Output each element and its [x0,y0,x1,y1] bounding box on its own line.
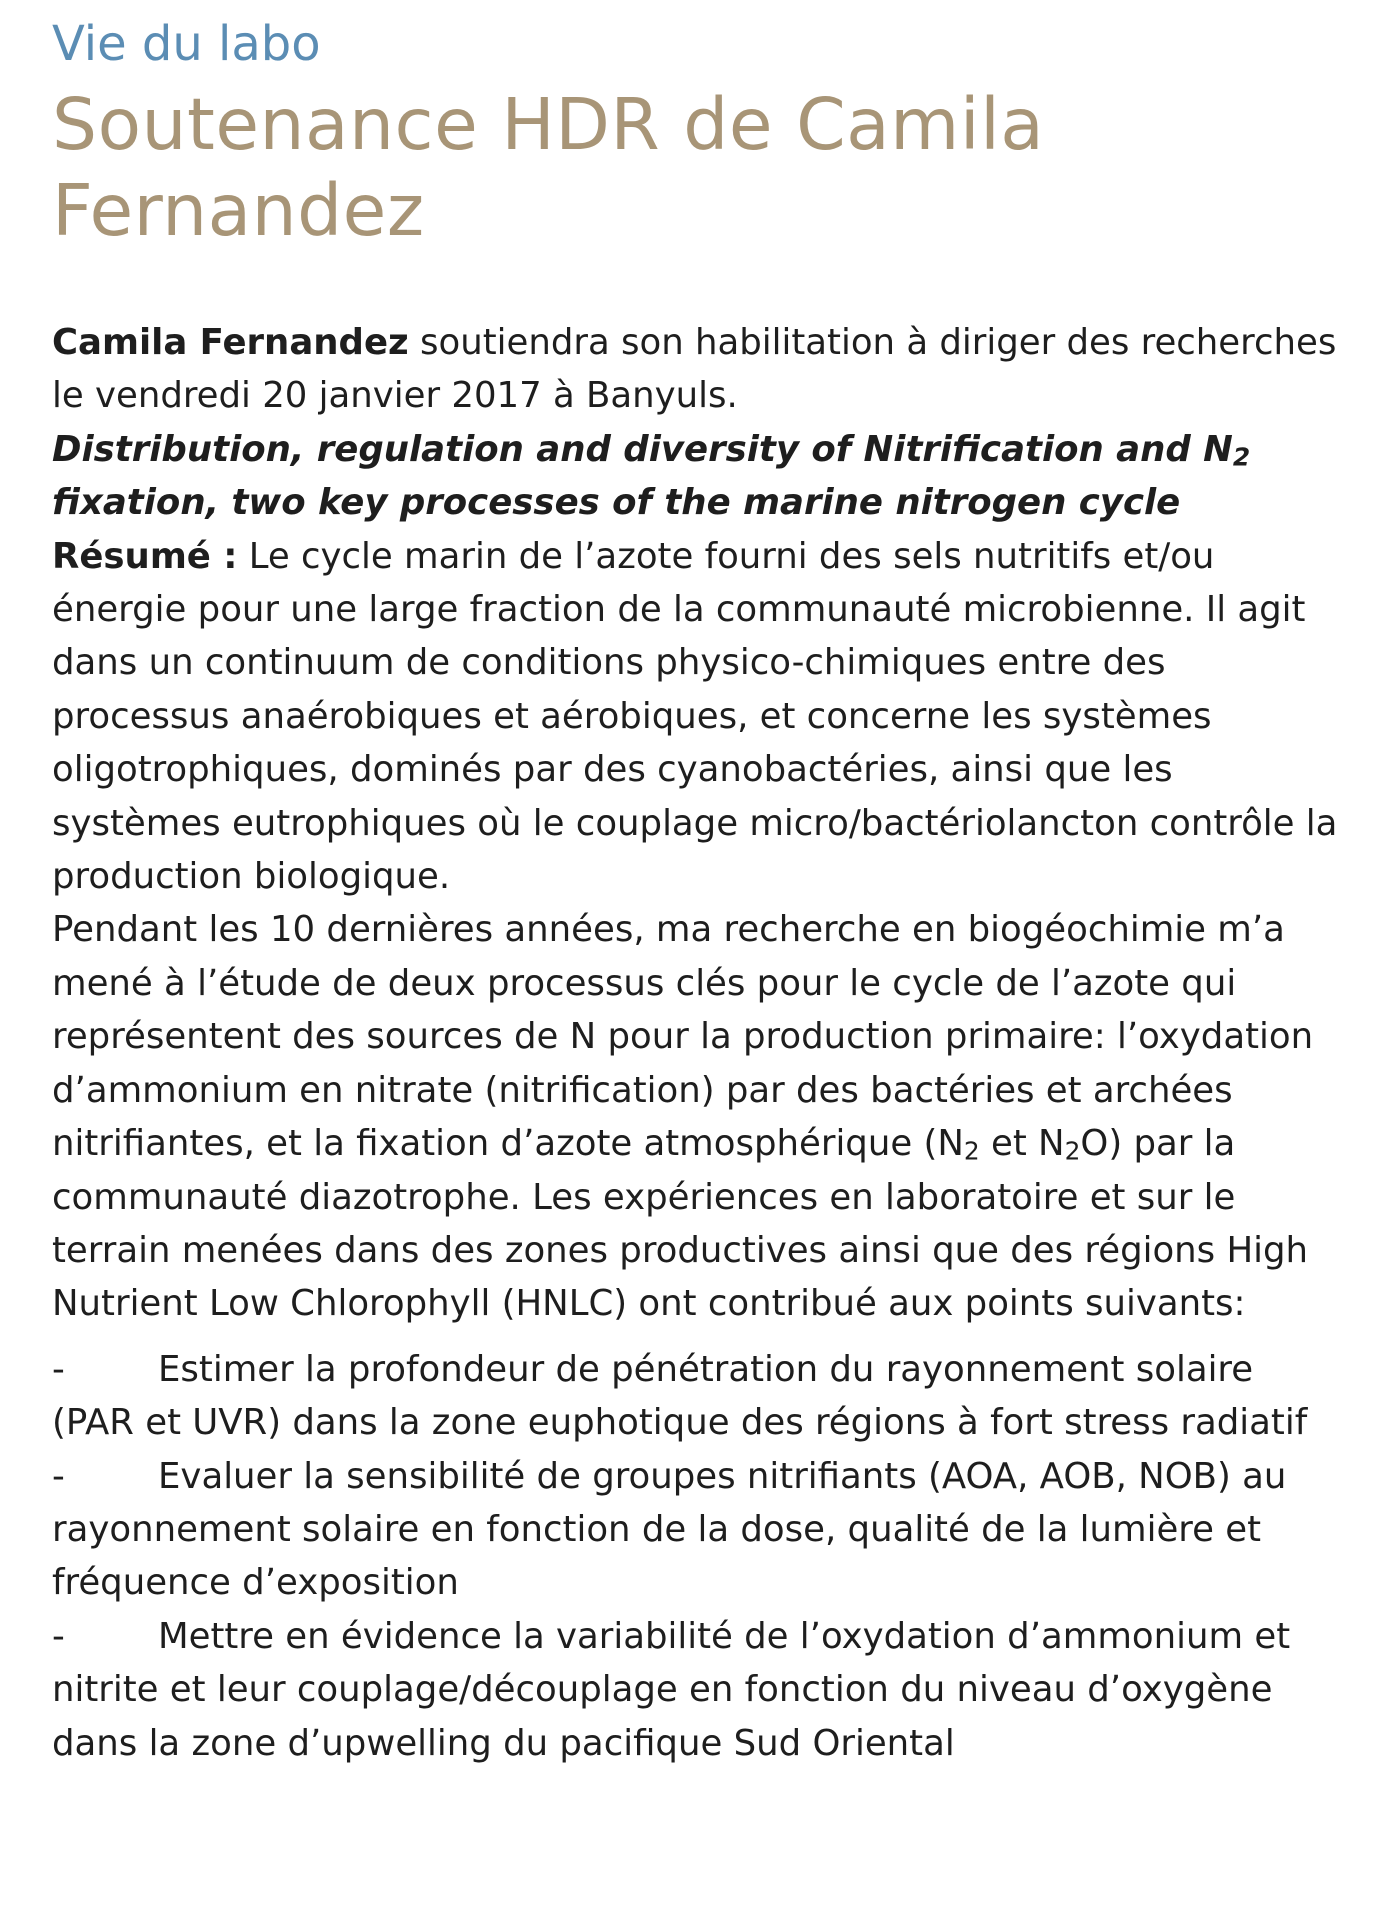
research-text-part1: Pendant les 10 dernières années, ma recherche en biogéochimie m’a mené à l’étude de deux processus clés pour le cycle de l’azote qui représentent des sources de N pour la production primaire: l’oxydation d’ammonium en nitrate (nitrification) par des bactéries et archées nitrifiantes, et la fixation d’azote atmosphérique (N [52,909,1314,1165]
bullet-list [52,1343,1342,1770]
bullet-text: Estimer la profondeur de pénétration du rayonnement solaire (PAR et UVR) dans la zone euphotique des régions à fort stress radiatif [52,1348,1308,1444]
bullet-item [52,1343,1342,1450]
intro-paragraph [52,316,1342,423]
thesis-title [52,423,1342,530]
research-subscript-2: 2 [1064,1136,1081,1166]
article-title: Soutenance HDR de Camila Fernandez [52,83,1045,252]
bullet-text: Evaluer la sensibilité de groupes nitrifiants (AOA, AOB, NOB) au rayonnement solaire en fonction de la dose, qualité de la lumière et fréquence d’exposition [52,1455,1287,1604]
resume-paragraph [52,530,1342,904]
research-text-part2: et N [979,1123,1065,1165]
article [52,0,1342,1770]
bullet-item [52,1610,1342,1770]
thesis-title-part2: fixation, two key processes of the marine nitrogen cycle [52,482,1181,524]
resume-label: Résumé : [52,535,238,577]
article-body [52,316,1342,1770]
author-name: Camila Fernandez [52,322,409,363]
thesis-title-part1: Distribution, regulation and diversity of Nitrification and N [52,428,1233,470]
bullet-dash: - [52,1615,65,1657]
resume-text: Le cycle marin de l’azote fourni des sels nutritifs et/ou énergie pour une large fraction de la communauté microbienne. Il agit dans un continuum de conditions physico-chimiques entre des processus anaérobiques et aérobiques, et concerne les systèmes oligotrophiques, dominés par des cyanobactéries, ainsi que les systèmes eutrophiques où le couplage micro/bactériolancton contrôle la production biologique. [52,535,1338,898]
research-text-part3: O) par la communauté diazotrophe. Les expériences en laboratoire et sur le terrain menées dans des zones productives ainsi que des régions High Nutrient Low Chlorophyll (HNLC) ont contribué aux points suivants: [52,1123,1309,1325]
research-paragraph [52,903,1342,1330]
bullet-item [52,1450,1342,1610]
bullet-dash: - [52,1455,65,1497]
bullet-dash: - [52,1348,65,1390]
bullet-text: Mettre en évidence la variabilité de l’oxydation d’ammonium et nitrite et leur couplage/découplage en fonction du niveau d’oxygène dans la zone d’upwelling du pacifique Sud Oriental [52,1615,1291,1764]
research-subscript-1: 2 [963,1136,980,1166]
category-label[interactable]: Vie du labo [52,16,321,72]
intro-text: soutiendra son habilitation à diriger des recherches le vendredi 20 janvier 2017 à Banyuls. [52,322,1337,417]
thesis-title-subscript: 2 [1232,442,1251,472]
